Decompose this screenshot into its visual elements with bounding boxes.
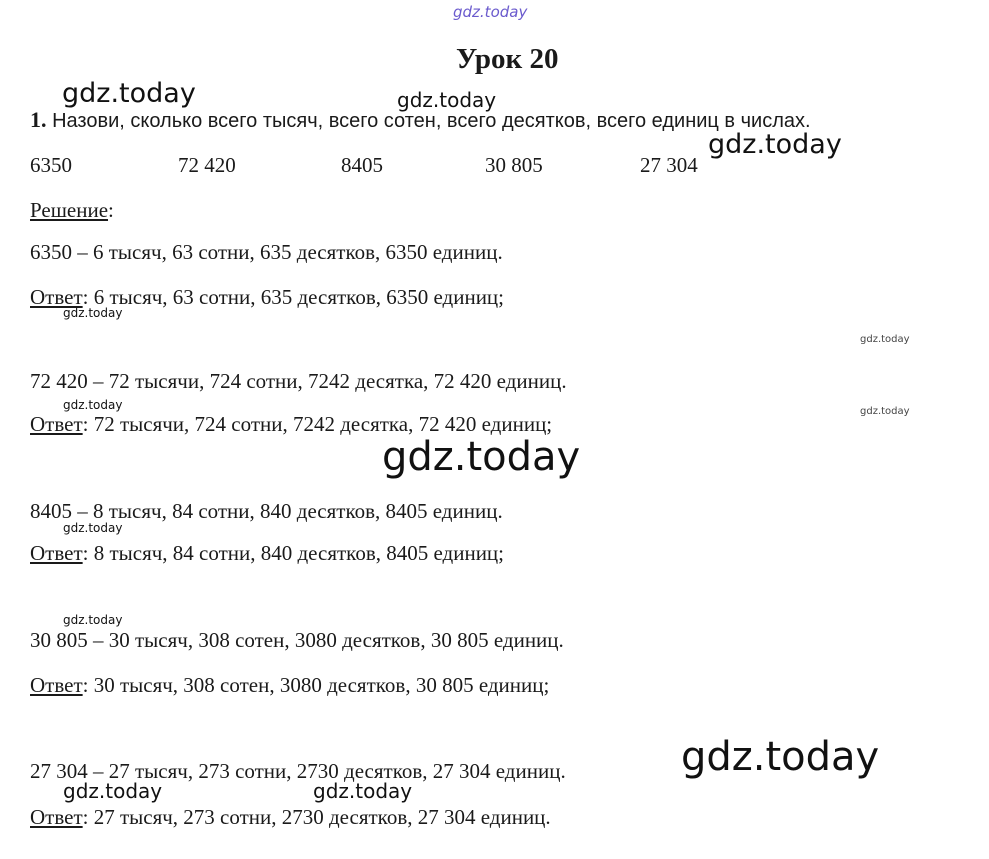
number-item: 72 420 (178, 153, 236, 177)
watermark: gdz.today (860, 406, 910, 417)
answer-label: Ответ (30, 673, 83, 697)
answer-text: : 8 тысяч, 84 сотни, 840 десятков, 8405 единиц; (82, 541, 505, 565)
number-item: 27 304 (640, 153, 698, 177)
answer-text: : 30 тысяч, 308 сотен, 3080 десятков, 30 805 единиц; (82, 673, 550, 697)
solution-line: 27 304 – 27 тысяч, 273 сотни, 2730 десятков, 27 304 единиц. (30, 759, 566, 783)
answer-text: : 72 тысячи, 724 сотни, 7242 десятка, 72 420 единиц; (82, 412, 553, 436)
watermark: gdz.today (397, 88, 497, 112)
watermark: gdz.today (860, 334, 910, 345)
watermark: gdz.today (63, 613, 123, 627)
solution-label: Решение (30, 198, 109, 222)
answer-text: : 6 тысяч, 63 сотни, 635 десятков, 6350 единиц; (82, 285, 505, 309)
watermark: gdz.today (708, 129, 842, 160)
number-item: 30 805 (485, 153, 543, 177)
task-number: 1. (30, 107, 47, 132)
task-statement (30, 107, 811, 133)
task-text: Назови, сколько всего тысяч, всего сотен, всего десятков, всего единиц в числах. (52, 110, 811, 132)
answer-label: Ответ (30, 805, 83, 829)
watermark: gdz.today (63, 398, 123, 412)
watermark-large: gdz.today (681, 734, 880, 780)
watermark-top: gdz.today (453, 3, 528, 21)
solution-line: 6350 – 6 тысяч, 63 сотни, 635 десятков, 6350 единиц. (30, 240, 503, 264)
number-item: 6350 (30, 153, 72, 177)
watermark: gdz.today (313, 779, 413, 803)
watermark-large: gdz.today (382, 434, 581, 480)
answer-line (30, 541, 504, 566)
solution-line: 72 420 – 72 тысячи, 724 сотни, 7242 десятка, 72 420 единиц. (30, 369, 567, 393)
answer-line (30, 412, 552, 437)
solution-heading (30, 198, 114, 223)
answer-label: Ответ (30, 412, 83, 436)
answer-line (30, 673, 549, 698)
answer-text: : 27 тысяч, 273 сотни, 2730 десятков, 27 304 единиц. (82, 805, 551, 829)
answer-line (30, 805, 551, 830)
solution-colon: : (108, 198, 114, 222)
page-title: Урок 20 (456, 43, 559, 75)
watermark: gdz.today (62, 78, 196, 109)
number-item: 8405 (341, 153, 383, 177)
answer-label: Ответ (30, 285, 83, 309)
watermark: gdz.today (63, 521, 123, 535)
watermark: gdz.today (63, 779, 163, 803)
watermark: gdz.today (63, 306, 123, 320)
answer-label: Ответ (30, 541, 83, 565)
solution-line: 30 805 – 30 тысяч, 308 сотен, 3080 десятков, 30 805 единиц. (30, 628, 564, 652)
answer-line (30, 285, 504, 310)
solution-line: 8405 – 8 тысяч, 84 сотни, 840 десятков, 8405 единиц. (30, 499, 503, 523)
